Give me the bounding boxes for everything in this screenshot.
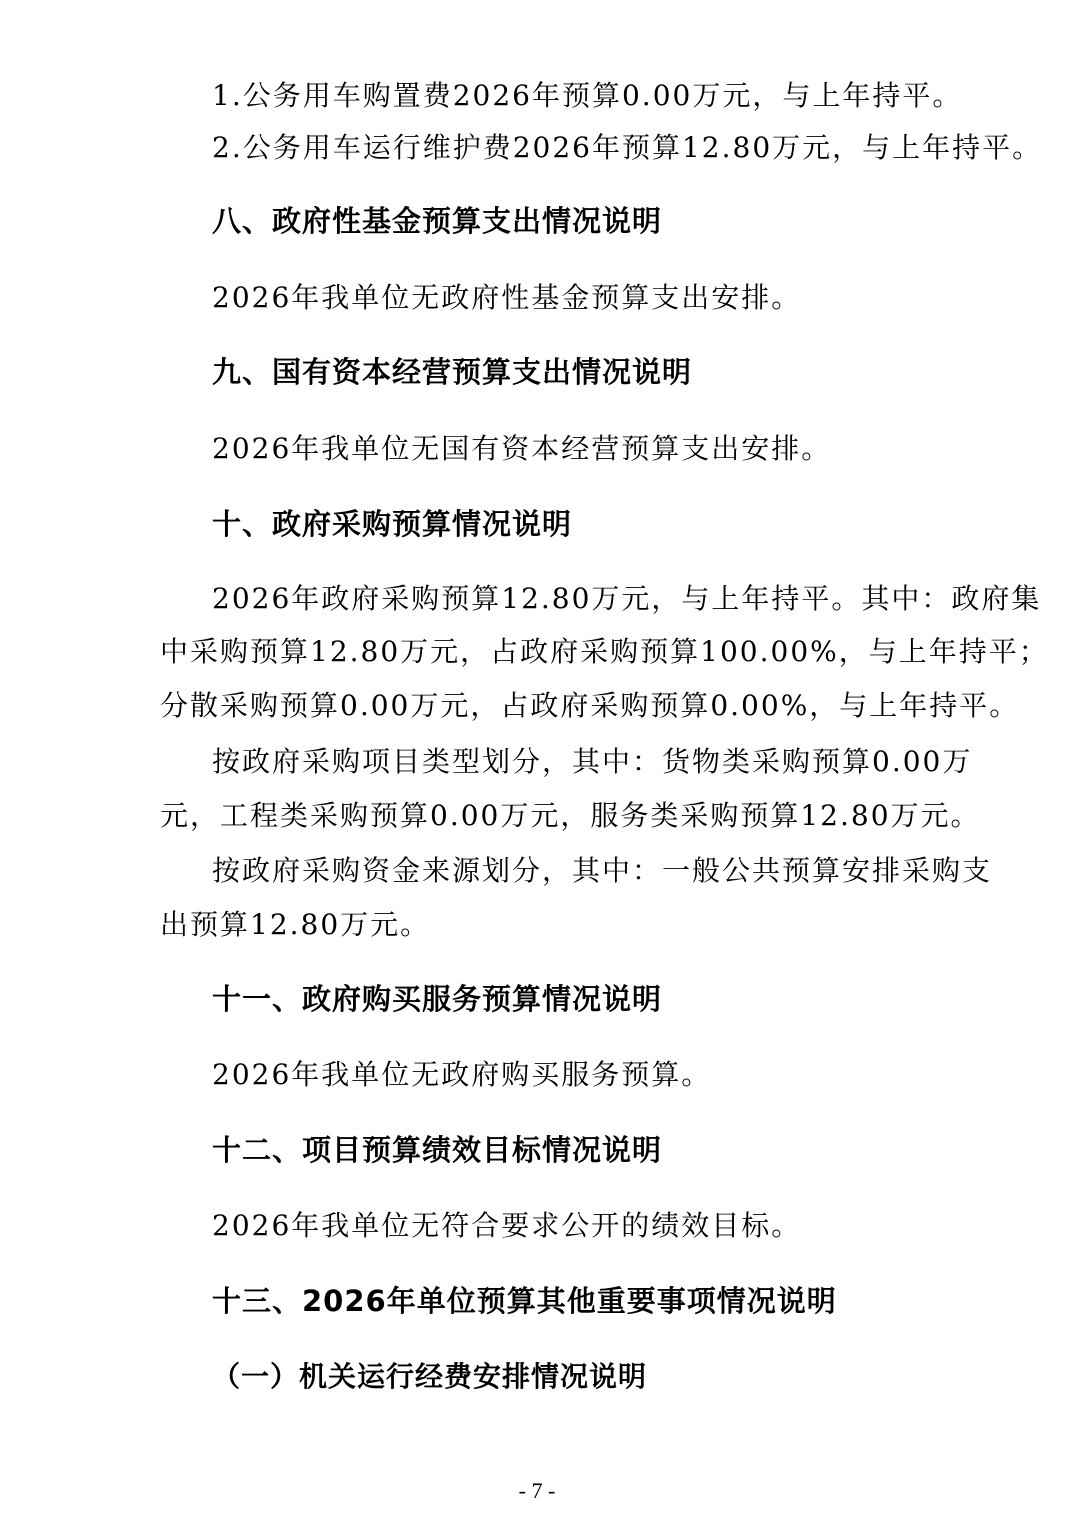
- section-10-para2-line1: 按政府采购项目类型划分，其中：货物类采购预算0.00万: [212, 745, 973, 778]
- section-12-heading: 十二、项目预算绩效目标情况说明: [212, 1133, 663, 1167]
- section-8-body: 2026年我单位无政府性基金预算支出安排。: [212, 281, 802, 314]
- section-12-body: 2026年我单位无符合要求公开的绩效目标。: [212, 1209, 802, 1242]
- section-11-body: 2026年我单位无政府购买服务预算。: [212, 1058, 712, 1091]
- section-8-heading: 八、政府性基金预算支出情况说明: [212, 204, 663, 238]
- section-11-heading: 十一、政府购买服务预算情况说明: [212, 982, 663, 1016]
- section-10-heading: 十、政府采购预算情况说明: [212, 507, 573, 541]
- section-10-para3-line1: 按政府采购资金来源划分，其中：一般公共预算安排采购支: [212, 854, 993, 887]
- section-10-para1-line2: 中采购预算12.80万元，占政府采购预算100.00%，与上年持平；: [160, 635, 1049, 668]
- page-number: - 7 -: [518, 1478, 556, 1503]
- section-9-body: 2026年我单位无国有资本经营预算支出安排。: [212, 432, 832, 465]
- vehicle-purchase-item: 1.公务用车购置费2026年预算0.00万元，与上年持平。: [212, 79, 963, 112]
- section-13-subheading-1: （一）机关运行经费安排情况说明: [212, 1360, 648, 1393]
- section-10-para3-line2: 出预算12.80万元。: [160, 908, 431, 941]
- section-10-para2-line2: 元，工程类采购预算0.00万元，服务类采购预算12.80万元。: [160, 799, 981, 832]
- section-9-heading: 九、国有资本经营预算支出情况说明: [212, 355, 693, 389]
- section-10-para1-line3: 分散采购预算0.00万元，占政府采购预算0.00%，与上年持平。: [160, 689, 1020, 722]
- vehicle-maintenance-item: 2.公务用车运行维护费2026年预算12.80万元，与上年持平。: [212, 131, 1043, 164]
- section-13-heading: 十三、2026年单位预算其他重要事项情况说明: [212, 1284, 837, 1318]
- section-10-para1-line1: 2026年政府采购预算12.80万元，与上年持平。其中：政府集: [212, 582, 1042, 615]
